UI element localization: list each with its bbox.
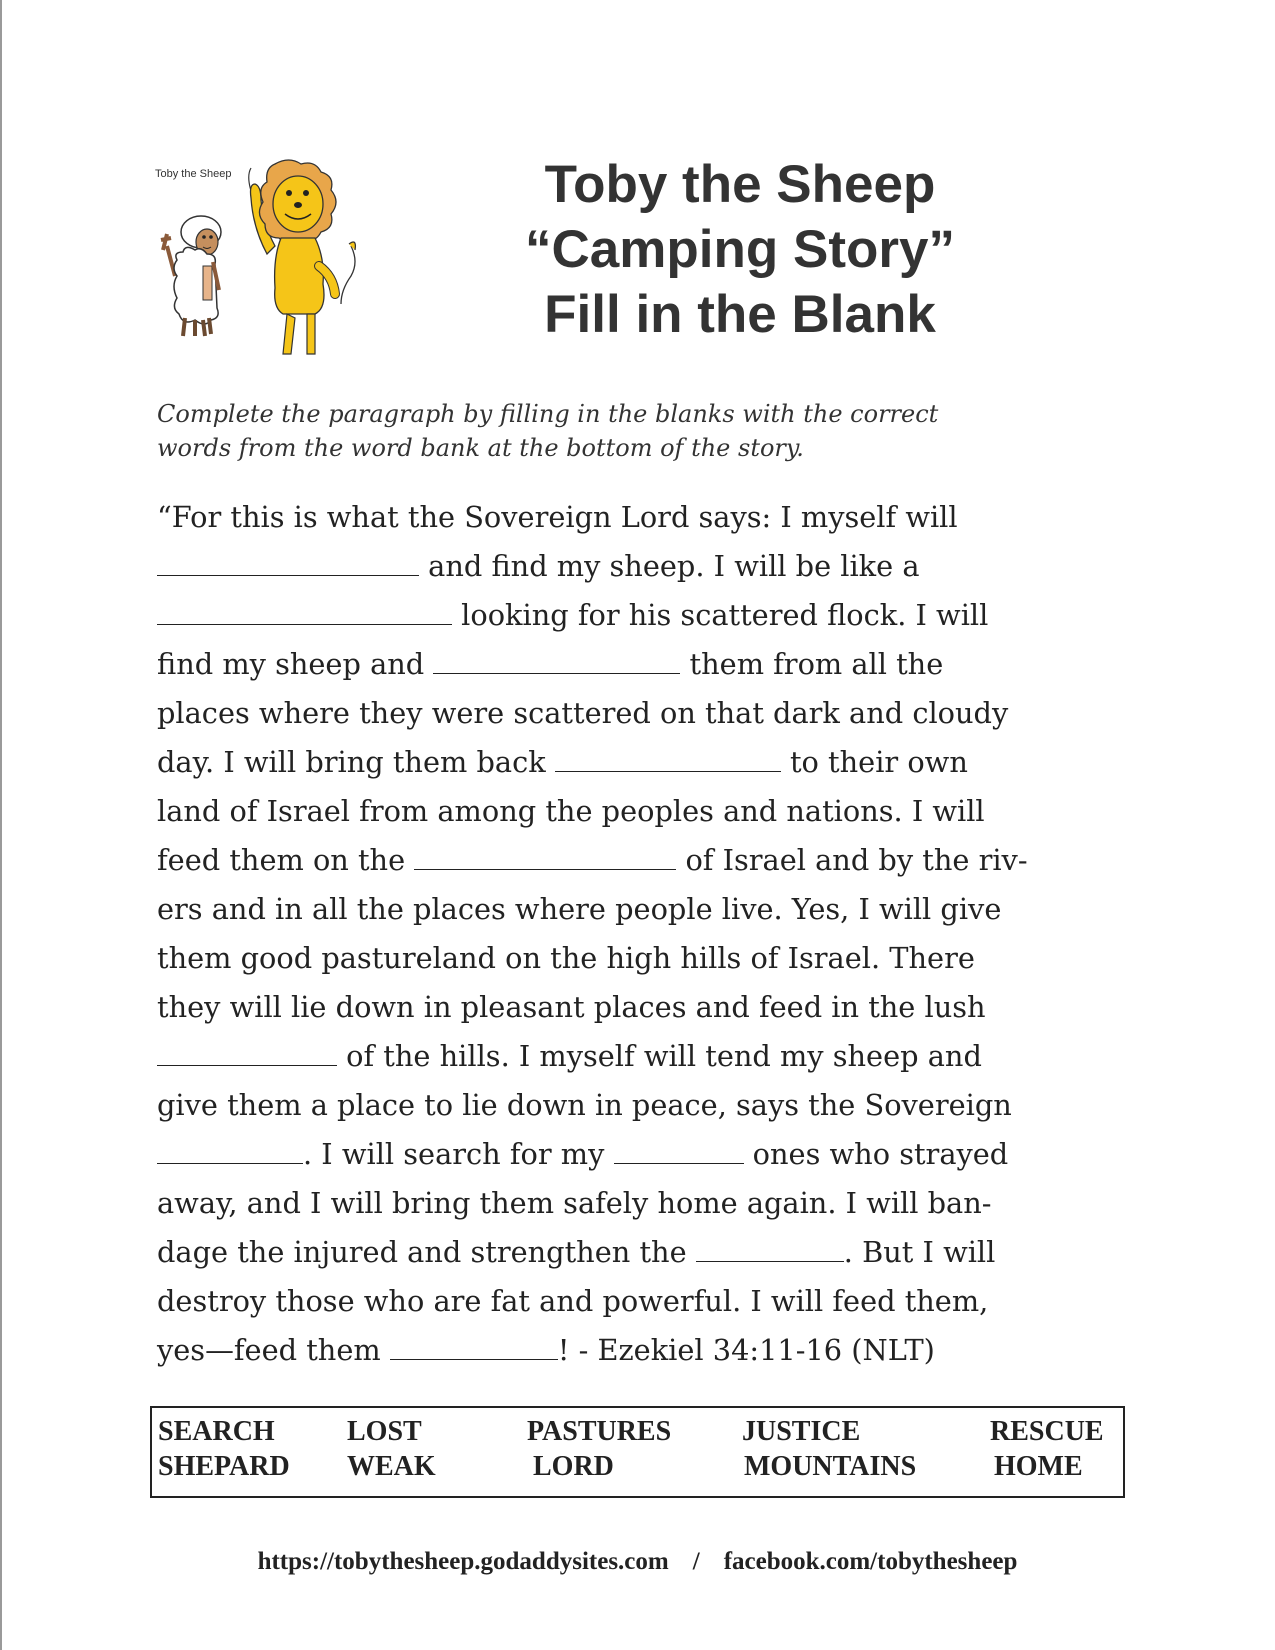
- passage-line: [157, 1228, 1117, 1277]
- word-bank-word: HOME: [994, 1451, 1083, 1482]
- passage-text: away, and I will bring them safely home again. I will ban-: [157, 1186, 992, 1220]
- passage-line: [157, 836, 1117, 885]
- passage-text: . I will search for my: [303, 1137, 614, 1171]
- logo-caption: Toby the Sheep: [155, 168, 232, 180]
- title-line-3: Fill in the Blank: [544, 285, 936, 344]
- page-left-border: [0, 0, 2, 1650]
- passage-text: land of Israel from among the peoples and nations. I will: [157, 794, 985, 828]
- passage-text: feed them on the: [157, 843, 415, 877]
- passage-text: “For this is what the Sovereign Lord says: I myself will: [157, 500, 958, 534]
- passage-line: [157, 1277, 1117, 1326]
- blank-1[interactable]: [157, 548, 419, 576]
- blank-3[interactable]: [433, 646, 680, 674]
- word-bank-word: WEAK: [347, 1451, 436, 1482]
- title-line-1: Toby the Sheep: [544, 155, 936, 214]
- passage-line: [157, 1326, 1117, 1375]
- toby-and-lion-illustration: [155, 158, 385, 370]
- passage-text: find my sheep and: [157, 647, 434, 681]
- instructions-line-2: words from the word bank at the bottom of the story.: [157, 434, 804, 462]
- passage-line: [157, 542, 1117, 591]
- website-link[interactable]: https://tobythesheep.godaddysites.com: [257, 1548, 669, 1575]
- blank-7[interactable]: [157, 1136, 303, 1164]
- passage-line: [157, 1032, 1117, 1081]
- word-bank-word: SEARCH: [158, 1416, 275, 1447]
- passage-text: destroy those who are fat and powerful. I will feed them,: [157, 1284, 989, 1318]
- word-bank: [150, 1406, 1125, 1498]
- passage-text: ones who strayed: [743, 1137, 1009, 1171]
- passage-line: [157, 1130, 1117, 1179]
- blank-8[interactable]: [614, 1136, 744, 1164]
- word-bank-word: JUSTICE: [742, 1416, 861, 1447]
- footer-separator: /: [692, 1548, 700, 1575]
- word-bank-column: [347, 1414, 436, 1484]
- word-bank-word: RESCUE: [990, 1416, 1104, 1447]
- word-bank-column: [527, 1414, 671, 1484]
- passage-text: yes—feed them: [157, 1333, 390, 1367]
- word-bank-word: MOUNTAINS: [744, 1451, 917, 1482]
- passage-text: of the hills. I myself will tend my sheep and: [337, 1039, 982, 1073]
- passage-text: dage the injured and strengthen the: [157, 1235, 696, 1269]
- sheep-icon: [161, 216, 221, 336]
- passage-line: [157, 493, 1117, 542]
- word-bank-column: [158, 1414, 290, 1484]
- passage-text: them good pastureland on the high hills of Israel. There: [157, 941, 975, 975]
- blank-4[interactable]: [555, 744, 781, 772]
- passage-text: day. I will bring them back: [157, 745, 555, 779]
- instructions: [157, 397, 1117, 465]
- passage-line: [157, 983, 1117, 1032]
- toby-logo: [155, 158, 385, 370]
- passage-line: [157, 885, 1117, 934]
- passage-text: to their own: [780, 745, 968, 779]
- scripture-passage: [157, 493, 1117, 1375]
- passage-line: [157, 591, 1117, 640]
- passage-text: looking for his scattered flock. I will: [452, 598, 989, 632]
- blank-9[interactable]: [696, 1234, 844, 1262]
- passage-text: they will lie down in pleasant places and feed in the lush: [157, 990, 986, 1024]
- passage-text: of Israel and by the riv-: [676, 843, 1028, 877]
- word-bank-word: LOST: [347, 1416, 422, 1447]
- word-bank-word: SHEPARD: [158, 1451, 290, 1482]
- word-bank-word: PASTURES: [527, 1416, 672, 1447]
- lion-icon: [249, 160, 356, 354]
- blank-10[interactable]: [390, 1332, 558, 1360]
- passage-text: them from all the: [680, 647, 944, 681]
- word-bank-word: LORD: [533, 1451, 614, 1482]
- passage-text: . But I will: [843, 1235, 996, 1269]
- passage-line: [157, 1179, 1117, 1228]
- title-line-2: “Camping Story”: [525, 220, 955, 279]
- passage-line: [157, 738, 1117, 787]
- passage-line: [157, 689, 1117, 738]
- word-bank-column: [742, 1414, 916, 1484]
- blank-2[interactable]: [157, 597, 452, 625]
- worksheet-title: [480, 152, 1000, 347]
- instructions-line-1: Complete the paragraph by filling in the blanks with the correct: [157, 400, 939, 428]
- facebook-link[interactable]: facebook.com/tobythesheep: [723, 1548, 1018, 1575]
- passage-text: places where they were scattered on that dark and cloudy: [157, 696, 1009, 730]
- passage-text: give them a place to lie down in peace, says the Sovereign: [157, 1088, 1012, 1122]
- passage-line: [157, 787, 1117, 836]
- passage-line: [157, 640, 1117, 689]
- passage-line: [157, 1081, 1117, 1130]
- footer-links: [0, 1548, 1275, 1576]
- word-bank-column: [990, 1414, 1104, 1484]
- passage-text: and find my sheep. I will be like a: [419, 549, 920, 583]
- blank-6[interactable]: [157, 1038, 337, 1066]
- passage-text: ! - Ezekiel 34:11-16 (NLT): [557, 1333, 935, 1367]
- passage-line: [157, 934, 1117, 983]
- blank-5[interactable]: [414, 842, 676, 870]
- passage-text: ers and in all the places where people live. Yes, I will give: [157, 892, 1002, 926]
